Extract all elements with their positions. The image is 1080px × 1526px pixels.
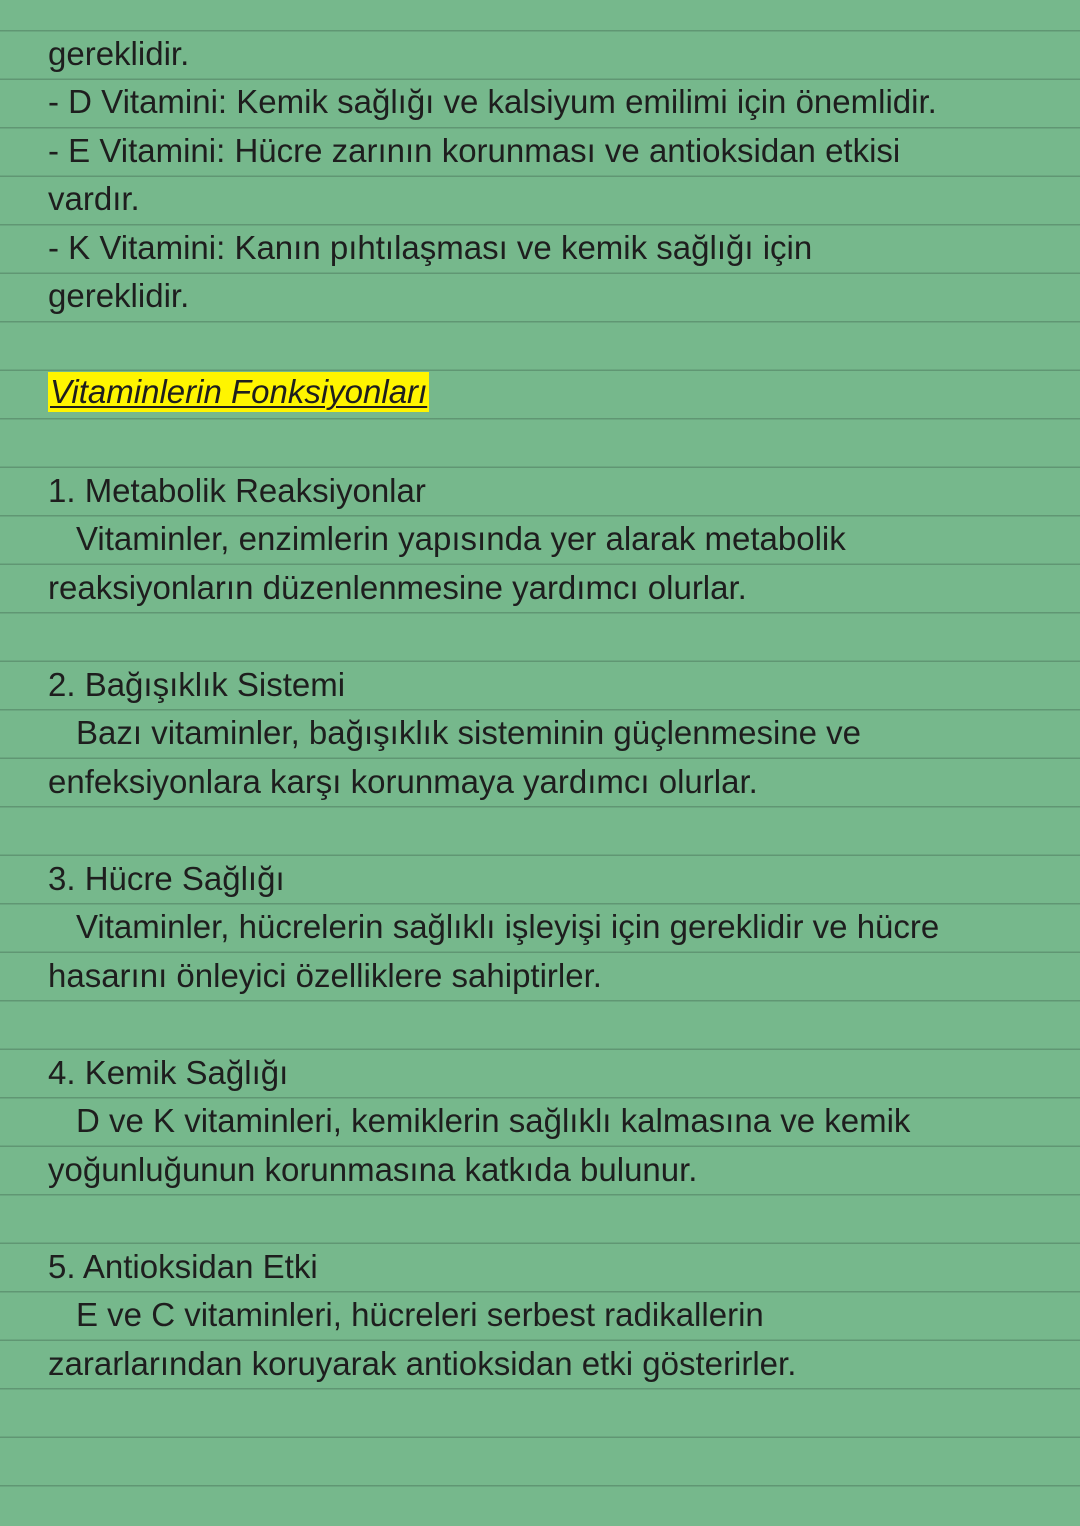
function-3-text: Vitaminler, hücrelerin sağlıklı işleyişi için gereklidir ve hücre xyxy=(76,908,940,945)
vitamin-d-line: - D Vitamini: Kemik sağlığı ve kalsiyum emilimi için önemlidir. xyxy=(48,83,937,120)
function-5-text: E ve C vitaminleri, hücreleri serbest radikallerin xyxy=(76,1296,764,1333)
function-3-title: 3. Hücre Sağlığı xyxy=(48,860,285,897)
function-2-title: 2. Bağışıklık Sistemi xyxy=(48,666,346,703)
section-heading: Vitaminlerin Fonksiyonları xyxy=(50,373,428,410)
function-1-text: Vitaminler, enzimlerin yapısında yer alarak metabolik xyxy=(76,520,846,557)
function-1-title: 1. Metabolik Reaksiyonlar xyxy=(48,472,426,509)
function-4-text-continued: yoğunluğunun korunmasına katkıda bulunur. xyxy=(48,1151,698,1188)
function-2-text: Bazı vitaminler, bağışıklık sisteminin güçlenmesine ve xyxy=(76,714,862,751)
vitamin-e-line-continued: vardır. xyxy=(48,180,140,217)
function-4-title: 4. Kemik Sağlığı xyxy=(48,1054,289,1091)
vitamin-list-continuation: gereklidir. xyxy=(48,35,190,72)
vitamin-e-line: - E Vitamini: Hücre zarının korunması ve antioksidan etkisi xyxy=(48,132,901,169)
function-1-text-continued: reaksiyonların düzenlenmesine yardımcı olurlar. xyxy=(48,569,747,606)
vitamin-k-line-continued: gereklidir. xyxy=(48,277,190,314)
function-2-text-continued: enfeksiyonlara karşı korunmaya yardımcı olurlar. xyxy=(48,763,758,800)
function-4-text: D ve K vitaminleri, kemiklerin sağlıklı kalmasına ve kemik xyxy=(76,1102,911,1139)
function-3-text-continued: hasarını önleyici özelliklere sahiptirler. xyxy=(48,957,602,994)
function-5-title: 5. Antioksidan Etki xyxy=(48,1248,318,1285)
function-5-text-continued: zararlarından koruyarak antioksidan etki gösterirler. xyxy=(48,1345,797,1382)
vitamin-k-line: - K Vitamini: Kanın pıhtılaşması ve kemik sağlığı için xyxy=(48,229,813,266)
